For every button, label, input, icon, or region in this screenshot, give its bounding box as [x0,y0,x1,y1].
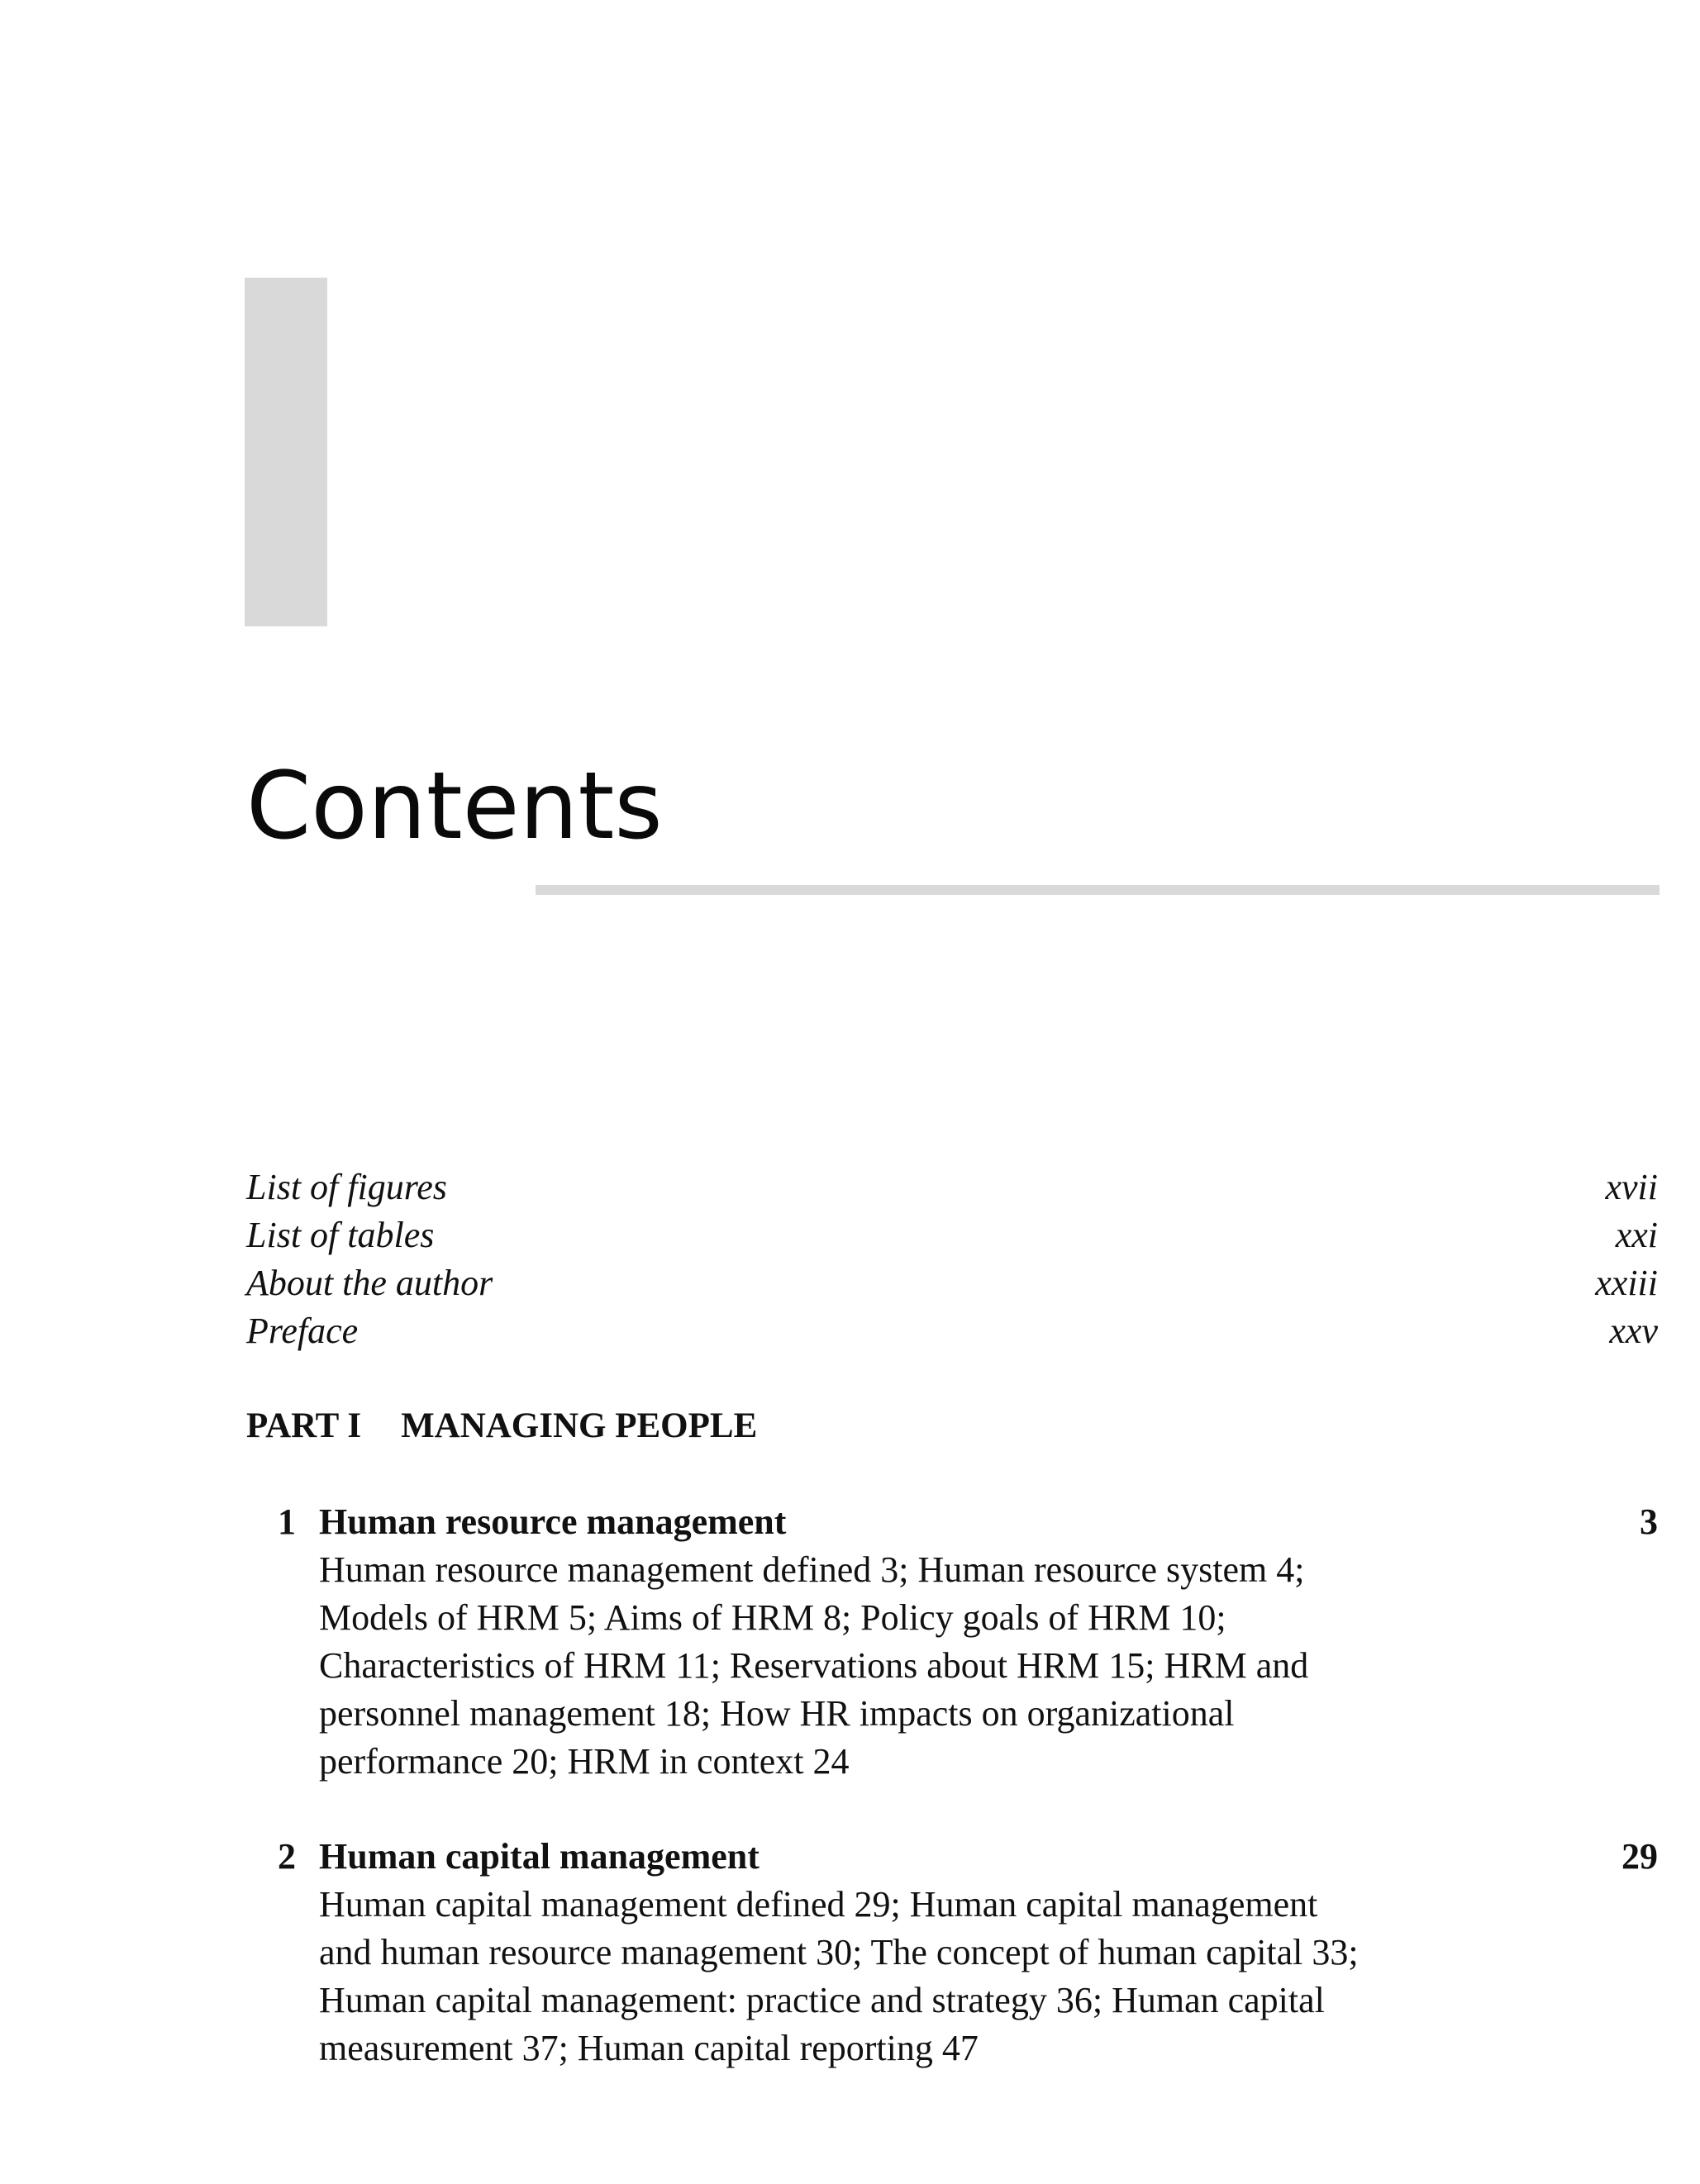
front-matter-label: List of tables [246,1215,435,1255]
part-title: MANAGING PEOPLE [401,1406,758,1445]
front-matter-label: About the author [246,1263,493,1303]
front-matter-label: Preface [246,1311,359,1351]
page-title: Contents [246,753,663,860]
chapter-number: 2 [278,1836,296,1877]
chapter-summary-line: and human resource management 30; The concept of human capital 33; [319,1932,1359,1972]
chapter-summary [319,1546,1509,1786]
chapter-page: 3 [1640,1501,1658,1542]
title-underline-rule [536,885,1660,895]
part-number: PART I [246,1406,362,1445]
chapter-page: 29 [1621,1836,1658,1877]
chapter-title: Human resource management [319,1501,787,1542]
chapter-summary-line: Human capital management defined 29; Human capital management [319,1884,1318,1925]
chapter-heading[interactable] [246,1833,1658,1881]
chapter-entry [246,1833,1658,2072]
chapter-summary-line: Human resource management defined 3; Human resource system 4; [319,1549,1305,1590]
chapter-summary-line: Human capital management: practice and strategy 36; Human capital [319,1980,1325,2020]
part-heading [246,1402,757,1450]
chapter-number: 1 [278,1501,296,1542]
chapter-heading[interactable] [246,1498,1658,1546]
front-matter-item[interactable] [246,1211,1658,1259]
decorative-side-bar [245,278,327,626]
front-matter-item[interactable] [246,1307,1658,1355]
front-matter-label: List of figures [246,1167,447,1207]
chapter-summary-line: measurement 37; Human capital reporting 47 [319,2028,979,2068]
chapter-summary-line: personnel management 18; How HR impacts on organizational [319,1693,1235,1734]
front-matter-list [246,1163,1658,1355]
front-matter-item[interactable] [246,1163,1658,1211]
front-matter-page: xxi [1615,1215,1658,1255]
chapter-summary [319,1881,1509,2072]
front-matter-page: xxiii [1595,1263,1658,1303]
front-matter-page: xxv [1609,1311,1658,1351]
chapter-title: Human capital management [319,1836,760,1877]
chapter-summary-line: performance 20; HRM in context 24 [319,1741,850,1782]
front-matter-page: xvii [1605,1167,1658,1207]
chapter-summary-line: Characteristics of HRM 11; Reservations about HRM 15; HRM and [319,1645,1309,1686]
chapter-entry [246,1498,1658,1786]
chapter-summary-line: Models of HRM 5; Aims of HRM 8; Policy goals of HRM 10; [319,1597,1226,1638]
front-matter-item[interactable] [246,1259,1658,1307]
